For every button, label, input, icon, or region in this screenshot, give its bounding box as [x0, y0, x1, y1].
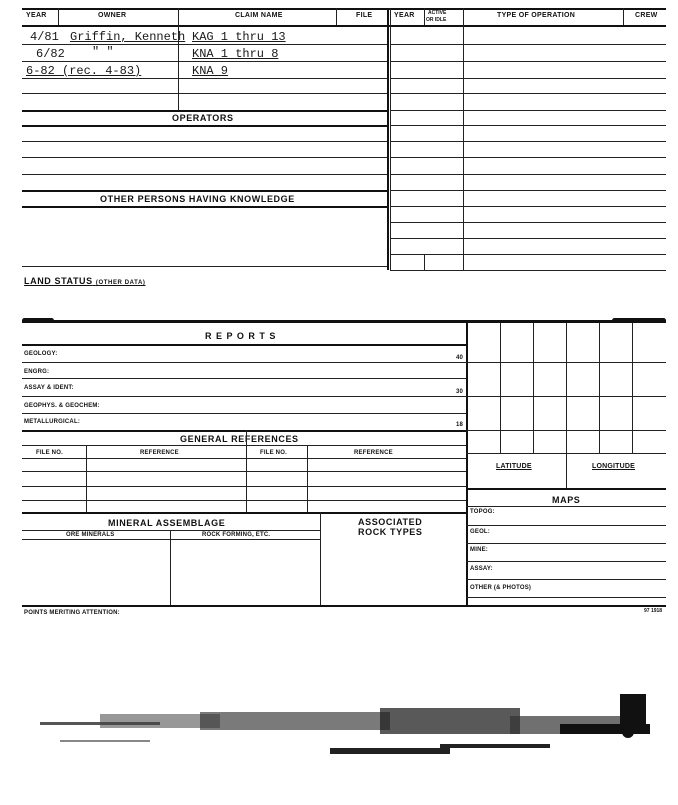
- header-or-idle: OR IDLE: [426, 17, 447, 23]
- owner-row-1-owner: Griffin, Kenneth: [70, 30, 186, 44]
- owner-row-1-year: 4/81: [30, 30, 59, 44]
- associated-rock-types-2: ROCK TYPES: [358, 527, 423, 537]
- land-status-label: LAND STATUS: [24, 276, 93, 286]
- report-assay: ASSAY & IDENT:: [24, 385, 74, 391]
- land-status-heading: [24, 276, 146, 286]
- map-mine: MINE:: [470, 547, 488, 553]
- report-geophys: GEOPHYS. & GEOCHEM:: [24, 403, 100, 409]
- other-persons-heading: OTHER PERSONS HAVING KNOWLEDGE: [100, 194, 295, 204]
- general-references-title: GENERAL REFERENCES: [180, 434, 299, 444]
- owner-row-2-claim: KNA 1 thru 8: [192, 47, 279, 61]
- header-file: FILE: [356, 12, 373, 19]
- header-owner: OWNER: [98, 12, 127, 19]
- report-metallurgical: METALLURGICAL:: [24, 419, 81, 425]
- operators-heading: OPERATORS: [172, 113, 234, 123]
- report-engrg: ENGRG:: [24, 369, 50, 375]
- map-geol: GEOL:: [470, 529, 490, 535]
- rock-forming-label: ROCK FORMING, ETC.: [202, 532, 271, 538]
- scan-noise-graphic: [0, 700, 678, 770]
- maps-title: MAPS: [552, 495, 581, 505]
- map-assay: ASSAY:: [470, 566, 493, 572]
- mineral-assemblage-title: MINERAL ASSEMBLAGE: [108, 518, 226, 528]
- gr-file-no: FILE NO.: [36, 450, 63, 456]
- gr-reference-2: REFERENCE: [354, 450, 393, 456]
- report-metallurgical-code: 18: [456, 422, 464, 428]
- gr-file-no-2: FILE NO.: [260, 450, 287, 456]
- points-meriting-attention: POINTS MERITING ATTENTION:: [24, 610, 120, 616]
- longitude-label: LONGITUDE: [592, 463, 636, 470]
- header-crew: CREW: [635, 12, 658, 19]
- owner-row-1-claim: KAG 1 thru 13: [192, 30, 286, 44]
- report-geology-code: 40: [456, 355, 464, 361]
- header-type-of-operation: TYPE OF OPERATION: [497, 12, 576, 19]
- header-claim-name: CLAIM NAME: [235, 12, 283, 19]
- owner-row-3-claim: KNA 9: [192, 64, 229, 78]
- map-other: OTHER (& PHOTOS): [470, 585, 532, 591]
- reports-title: R E P O R T S: [205, 331, 277, 341]
- header-year: YEAR: [26, 12, 47, 19]
- gr-reference: REFERENCE: [140, 450, 179, 456]
- latitude-label: LATITUDE: [496, 463, 532, 470]
- associated-rock-types-1: ASSOCIATED: [358, 517, 423, 527]
- ore-minerals-label: ORE MINERALS: [66, 532, 115, 538]
- header-year-2: YEAR: [394, 12, 415, 19]
- report-geology: GEOLOGY:: [24, 351, 58, 357]
- owner-row-3-year: 6-82 (rec. 4-83): [26, 64, 142, 78]
- report-assay-code: 30: [456, 389, 464, 395]
- owner-row-2-owner: " ": [92, 45, 114, 59]
- form-number: 97 1918: [644, 608, 663, 614]
- header-active: ACTIVE: [428, 10, 447, 16]
- map-topog: TOPOG:: [470, 509, 495, 515]
- land-status-sub: (OTHER DATA): [95, 280, 146, 286]
- owner-row-2-year: 6/82: [36, 47, 65, 61]
